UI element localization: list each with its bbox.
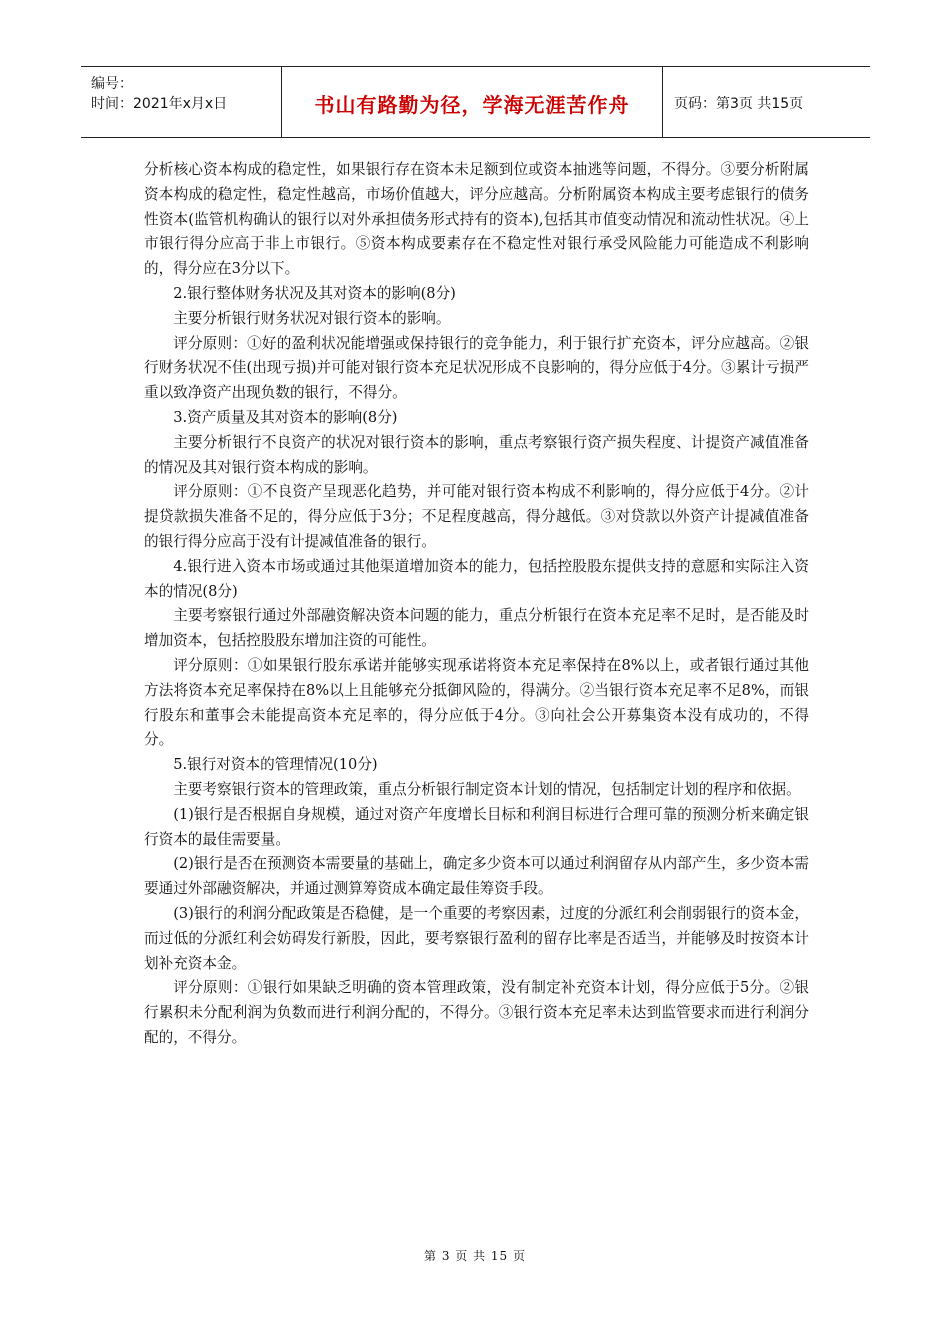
document-number-label: 编号： (91, 76, 133, 92)
page-footer: 第 3 页 共 15 页 (424, 1249, 526, 1263)
scoring-principle-paragraph: 评分原则：①银行如果缺乏明确的资本管理政策，没有制定补充资本计划，得分应低于5分。②银行累积未分配利润为负数而进行利润分配的，不得分。③银行资本充足率未达到监管要求而进行利润分配的，不得分。 (144, 979, 809, 1046)
header-motto-cell (281, 67, 663, 137)
header-page-label: 页码：第3页 共15页 (674, 96, 804, 112)
scoring-principle-paragraph: 评分原则：①好的盈利状况能增强或保持银行的竞争能力，利于银行扩充资本，评分应越高。②银行财务状况不佳(出现亏损)并可能对银行资本充足状况形成不良影响的，得分应低于4分。③累计亏损严重以致净资产出现负数的银行，不得分。 (144, 334, 809, 402)
body-paragraph: 主要分析银行财务状况对银行资本的影响。 (173, 309, 451, 327)
header-motto: 书山有路勤为径，学海无涯苦作舟 (314, 93, 630, 117)
body-paragraph: 分析核心资本构成的稳定性，如果银行存在资本未足额到位或资本抽逃等问题，不得分。③要分析附属资本构成的稳定性，稳定性越高，市场价值越大，评分应越高。分析附属资本构成主要考虑银行的债务性资本(监管机构确认的银行以对外承担债务形式持有的资本),包括其市值变动情况和流动性状况。④上市银行得分应高于非上市银行。⑤资本构成要素存在不稳定性对银行承受风险能力可能造成不利影响的，得分应在3分以下。 (144, 161, 809, 278)
section-heading: 4.银行进入资本市场或通过其他渠道增加资本的能力，包括控股股东提供支持的意愿和实际注入资本的情况(8分) (144, 557, 809, 600)
section-heading: 5.银行对资本的管理情况(10分) (173, 756, 378, 774)
document-time-label: 时间：2021年x月x日 (91, 96, 228, 112)
section-heading: 2.银行整体财务状况及其对资本的影响(8分) (173, 284, 456, 302)
document-body (144, 158, 809, 1051)
header-left-cell (81, 67, 281, 137)
body-paragraph: 主要分析银行不良资产的状况对银行资本的影响，重点考察银行资产损失程度、计提资产减值准备的情况及其对银行资本构成的影响。 (144, 433, 809, 476)
list-item-paragraph: (2)银行是否在预测资本需要量的基础上，确定多少资本可以通过利润留存从内部产生，多少资本需要通过外部融资解决，并通过测算筹资成本确定最佳筹资手段。 (144, 855, 809, 898)
section-heading: 3.资产质量及其对资本的影响(8分) (173, 408, 398, 426)
scoring-principle-paragraph: 评分原则：①如果银行股东承诺并能够实现承诺将资本充足率保持在8%以上，或者银行通过其他方法将资本充足率保持在8%以上且能够充分抵御风险的，得满分。②当银行资本充足率不足8%，而银行股东和董事会未能提高资本充足率的，得分应低于4分。③向社会公开募集资本没有成功的，不得分。 (144, 656, 809, 749)
header-right-cell (664, 67, 870, 137)
body-paragraph: 主要考察银行通过外部融资解决资本问题的能力，重点分析银行在资本充足率不足时，是否能及时增加资本，包括控股股东增加注资的可能性。 (144, 607, 809, 650)
scoring-principle-paragraph: 评分原则：①不良资产呈现恶化趋势，并可能对银行资本构成不利影响的，得分应低于4分。②计提贷款损失准备不足的，得分应低于3分；不足程度越高，得分越低。③对贷款以外资产计提减值准备的银行得分应高于没有计提减值准备的银行。 (144, 483, 809, 550)
list-item-paragraph: (3)银行的利润分配政策是否稳健，是一个重要的考察因素，过度的分派红利会削弱银行的资本金，而过低的分派红利会妨碍发行新股，因此，要考察银行盈利的留存比率是否适当，并能够及时按资本计划补充资本金。 (144, 904, 809, 972)
list-item-paragraph: (1)银行是否根据自身规模，通过对资产年度增长目标和利润目标进行合理可靠的预测分析来确定银行资本的最佳需要量。 (144, 805, 809, 848)
body-paragraph: 主要考察银行资本的管理政策，重点分析银行制定资本计划的情况，包括制定计划的程序和依据。 (173, 780, 801, 798)
page-header (81, 66, 870, 138)
